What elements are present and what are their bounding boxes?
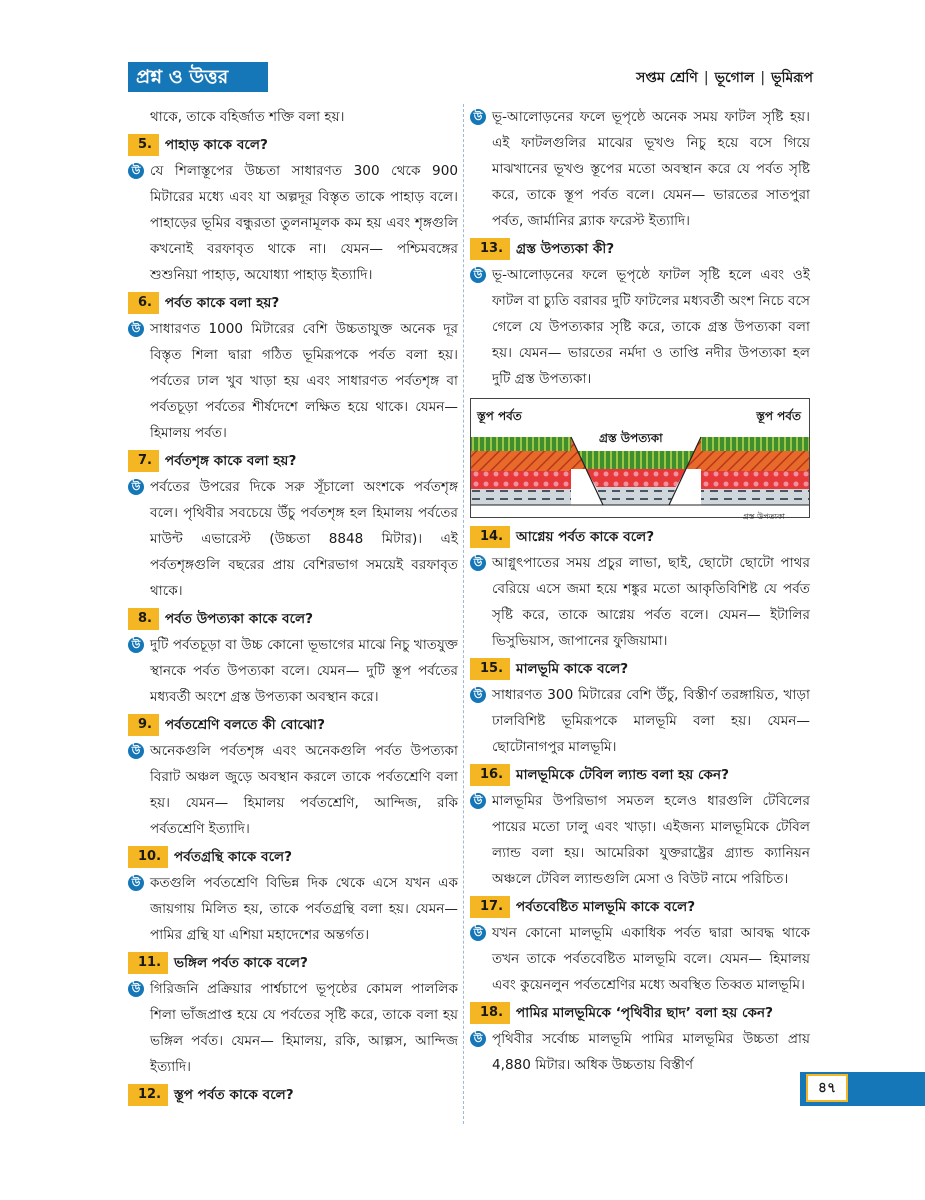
question-number: 18.	[470, 1002, 510, 1024]
question-number: 16.	[470, 764, 510, 786]
question-6	[128, 290, 458, 316]
answer-icon: উ	[128, 321, 144, 337]
answer-8	[128, 632, 458, 710]
question-text: পর্বতশৃঙ্গ কাকে বলা হয়?	[164, 453, 297, 469]
answer-14	[470, 550, 810, 654]
question-number: 10.	[128, 846, 168, 868]
left-horst-label: স্তূপ পর্বত	[477, 409, 522, 423]
question-number: 7.	[128, 450, 159, 472]
answer-text: মালভূমির উপরিভাগ সমতল হলেও ধারগুলি টেবিলের পায়ের মতো ঢালু এবং খাড়া। এইজন্য মালভূমিকে টেবিল ল্যান্ড বলা হয়। আমেরিকা যুক্তরাষ্ট্রের গ্র্যান্ড ক্যানিয়ন অঞ্চলে টেবিল ল্যান্ডগুলি মেসা ও বিউট নামে পরিচিত।	[492, 793, 810, 887]
question-17	[470, 894, 810, 920]
answer-icon: উ	[128, 479, 144, 495]
answer-12	[470, 104, 810, 234]
answer-16	[470, 788, 810, 892]
diagram-caption: গ্রস্ত উপত্যকা	[742, 512, 785, 521]
question-number: 11.	[128, 952, 168, 974]
question-10	[128, 844, 458, 870]
subject-label: ভূগোল	[714, 70, 755, 86]
answer-13	[470, 262, 810, 392]
question-16	[470, 762, 810, 788]
question-text: গ্রস্ত উপত্যকা কী?	[516, 241, 615, 257]
question-text: পাহাড় কাকে বলে?	[164, 137, 268, 153]
question-text: আগ্নেয় পর্বত কাকে বলে?	[516, 529, 655, 545]
answer-icon: উ	[470, 555, 486, 571]
right-column	[470, 104, 810, 1078]
question-text: পর্বতবেষ্টিত মালভূমি কাকে বলে?	[516, 899, 696, 915]
chapter-label: ভূমিরূপ	[771, 70, 813, 86]
answer-text: সাধারণত 1000 মিটারের বেশি উচ্চতাযুক্ত অনেক দূর বিস্তৃত শিলা দ্বারা গঠিত ভূমিরূপকে পর্বত বলা হয়। পর্বতের ঢাল খুব খাড়া হয় এবং সাধারণত পর্বতশৃঙ্গ বা পর্বতচূড়া পর্বতের শীর্ষদেশে লক্ষিত হয়ে থাকে। যেমন— হিমালয় পর্বত।	[150, 321, 458, 441]
answer-text: যখন কোনো মালভূমি একাধিক পর্বত দ্বারা আবদ্ধ থাকে তখন তাকে পর্বতবেষ্টিত মালভূমি বলে। যেমন— হিমালয় এবং কুয়েনলুন পর্বতশ্রেণির মধ্যে অবস্থিত তিব্বত মালভূমি।	[492, 925, 810, 993]
answer-text: পর্বতের উপরের দিকে সরু সূঁচালো অংশকে পর্বতশৃঙ্গ বলে। পৃথিবীর সবচেয়ে উঁচু পর্বতশৃঙ্গ হল হিমালয় পর্বতের মাউন্ট এভারেস্ট (উচ্চতা 8848 মিটার)। এই পর্বতশৃঙ্গগুলি বছরের প্রায় বেশিরভাগ সময়েই বরফাবৃত থাকে।	[150, 479, 458, 599]
answer-6	[128, 316, 458, 446]
question-11	[128, 950, 458, 976]
question-number: 15.	[470, 658, 510, 680]
question-7	[128, 448, 458, 474]
question-number: 13.	[470, 238, 510, 260]
question-text: মালভূমিকে টেবিল ল্যান্ড বলা হয় কেন?	[516, 767, 730, 783]
section-title: প্রশ্ন ও উত্তর	[128, 62, 268, 92]
answer-17	[470, 920, 810, 998]
answer-text: পৃথিবীর সর্বোচ্চ মালভূমি পামির মালভূমির উচ্চতা প্রায় 4,880 মিটার। অধিক উচ্চতায় বিস্তীর্ণ	[492, 1031, 810, 1073]
answer-9	[128, 738, 458, 842]
answer-icon: উ	[128, 875, 144, 891]
answer-text: অনেকগুলি পর্বতশৃঙ্গ এবং অনেকগুলি পর্বত উপত্যকা বিরাট অঞ্চল জুড়ে অবস্থান করলে তাকে পর্বতশ্রেণি বলা হয়। যেমন— হিমালয় পর্বতশ্রেণি, আন্দিজ, রকি পর্বতশ্রেণি ইত্যাদি।	[150, 743, 458, 837]
breadcrumb	[636, 66, 813, 90]
rift-valley-diagram	[470, 398, 810, 521]
answer-icon: উ	[470, 687, 486, 703]
answer-icon: উ	[128, 637, 144, 653]
question-number: 5.	[128, 134, 159, 156]
graben-label: গ্রস্ত উপত্যকা	[599, 431, 663, 445]
question-text: পর্বতগ্রন্থি কাকে বলে?	[174, 849, 293, 865]
answer-10	[128, 870, 458, 948]
question-number: 14.	[470, 526, 510, 548]
left-column	[128, 104, 458, 1108]
answer-icon: উ	[128, 163, 144, 179]
question-12	[128, 1082, 458, 1108]
question-text: পর্বতশ্রেণি বলতে কী বোঝো?	[164, 717, 325, 733]
answer-text: যে শিলাস্তূপের উচ্চতা সাধারণত 300 থেকে 900 মিটারের মধ্যে এবং যা অল্পদূর বিস্তৃত তাকে পাহাড় বলে। পাহাড়ের ভূমির বন্ধুরতা তুলনামূলক কম হয় এবং শৃঙ্গগুলি কখনোই বরফাবৃত থাকে না। যেমন— পশ্চিমবঙ্গের শুশুনিয়া পাহাড়, অযোধ্যা পাহাড় ইত্যাদি।	[150, 163, 458, 283]
question-text: স্তূপ পর্বত কাকে বলে?	[174, 1087, 294, 1103]
question-number: 17.	[470, 896, 510, 918]
question-text: পামির মালভূমিকে ‘পৃথিবীর ছাদ’ বলা হয় কেন?	[516, 1005, 773, 1021]
question-13	[470, 236, 810, 262]
question-5	[128, 132, 458, 158]
answer-text: কতগুলি পর্বতশ্রেণি বিভিন্ন দিক থেকে এসে যখন এক জায়গায় মিলিত হয়, তাকে পর্বতগ্রন্থি বলা হয়। যেমন— পামির গ্রন্থি যা এশিয়া মহাদেশের অন্তর্গত।	[150, 875, 458, 943]
question-number: 6.	[128, 292, 159, 314]
right-horst-label: স্তূপ পর্বত	[756, 409, 801, 423]
question-text: পর্বত কাকে বলা হয়?	[164, 295, 280, 311]
question-text: ভঙ্গিল পর্বত কাকে বলে?	[174, 955, 308, 971]
answer-icon: উ	[470, 1031, 486, 1047]
separator: |	[703, 70, 709, 86]
answer-icon: উ	[470, 793, 486, 809]
column-divider	[463, 104, 464, 1124]
answer-5	[128, 158, 458, 288]
page-number-bar	[800, 1072, 925, 1106]
answer-15	[470, 682, 810, 760]
question-8	[128, 606, 458, 632]
class-label: সপ্তম শ্রেণি	[636, 70, 698, 86]
answer-text: গিরিজনি প্রক্রিয়ার পার্শ্বচাপে ভূপৃষ্ঠের কোমল পাললিক শিলা ভাঁজপ্রাপ্ত হয়ে যে পর্বতের সৃষ্টি করে, তাকে বলা হয় ভঙ্গিল পর্বত। যেমন— হিমালয়, রকি, আল্পস, আন্দিজ ইত্যাদি।	[150, 981, 458, 1075]
separator: |	[760, 70, 766, 86]
answer-text: ভূ-আলোড়নের ফলে ভূপৃষ্ঠে ফাটল সৃষ্টি হলে এবং ওই ফাটল বা চ্যুতি বরাবর দুটি ফাটলের মধ্যবর্তী অংশ নিচে বসে গেলে যে উপত্যকার সৃষ্টি করে, তাকে গ্রস্ত উপত্যকা বলা হয়। যেমন— ভারতের নর্মদা ও তাপ্তি নদীর উপত্যকা হল দুটি গ্রস্ত উপত্যকা।	[492, 267, 810, 387]
answer-11	[128, 976, 458, 1080]
question-text: মালভূমি কাকে বলে?	[516, 661, 629, 677]
answer-icon: উ	[128, 981, 144, 997]
answer-icon: উ	[128, 743, 144, 759]
question-text: পর্বত উপত্যকা কাকে বলে?	[164, 611, 314, 627]
answer-icon: উ	[470, 925, 486, 941]
answer-text: আগ্নুৎপাতের সময় প্রচুর লাভা, ছাই, ছোটো ছোটো পাথর বেরিয়ে এসে জমা হয়ে শঙ্কুর মতো আকৃতিবিশিষ্ট যে পর্বত সৃষ্টি করে, তাকে আগ্নেয় পর্বত বলে। যেমন— ইটালির ভিসুভিয়াস, জাপানের ফুজিয়ামা।	[492, 555, 810, 649]
answer-text: দুটি পর্বতচূড়া বা উচ্চ কোনো ভূভাগের মাঝে নিচু খাতযুক্ত স্থানকে পর্বত উপত্যকা বলে। যেমন— দুটি স্তূপ পর্বতের মধ্যবর্তী অংশে গ্রস্ত উপত্যকা অবস্থান করে।	[150, 637, 458, 705]
answer-text: সাধারণত 300 মিটারের বেশি উঁচু, বিস্তীর্ণ তরঙ্গায়িত, খাড়া ঢালবিশিষ্ট ভূমিরূপকে মালভূমি বলা হয়। যেমন— ছোটোনাগপুর মালভূমি।	[492, 687, 810, 755]
continued-text: থাকে, তাকে বহির্জাত শক্তি বলা হয়।	[150, 109, 345, 125]
answer-icon: উ	[470, 267, 486, 283]
answer-18	[470, 1026, 810, 1078]
question-number: 8.	[128, 608, 159, 630]
question-number: 9.	[128, 714, 159, 736]
question-18	[470, 1000, 810, 1026]
answer-icon: উ	[470, 109, 486, 125]
answer-7	[128, 474, 458, 604]
question-15	[470, 656, 810, 682]
question-9	[128, 712, 458, 738]
page-number: ৪৭	[806, 1074, 848, 1102]
question-number: 12.	[128, 1084, 168, 1106]
answer-text: ভূ-আলোড়নের ফলে ভূপৃষ্ঠে অনেক সময় ফাটল সৃষ্টি হয়। এই ফাটলগুলির মাঝের ভূখণ্ড নিচু হয়ে বসে গিয়ে মাঝখানের ভূখণ্ড স্তূপের মতো অবস্থান করে যে পর্বত সৃষ্টি করে, তাকে স্তূপ পর্বত বলে। যেমন— ভারতের সাতপুরা পর্বত, জার্মানির ব্ল্যাক ফরেস্ট ইত্যাদি।	[492, 109, 810, 229]
